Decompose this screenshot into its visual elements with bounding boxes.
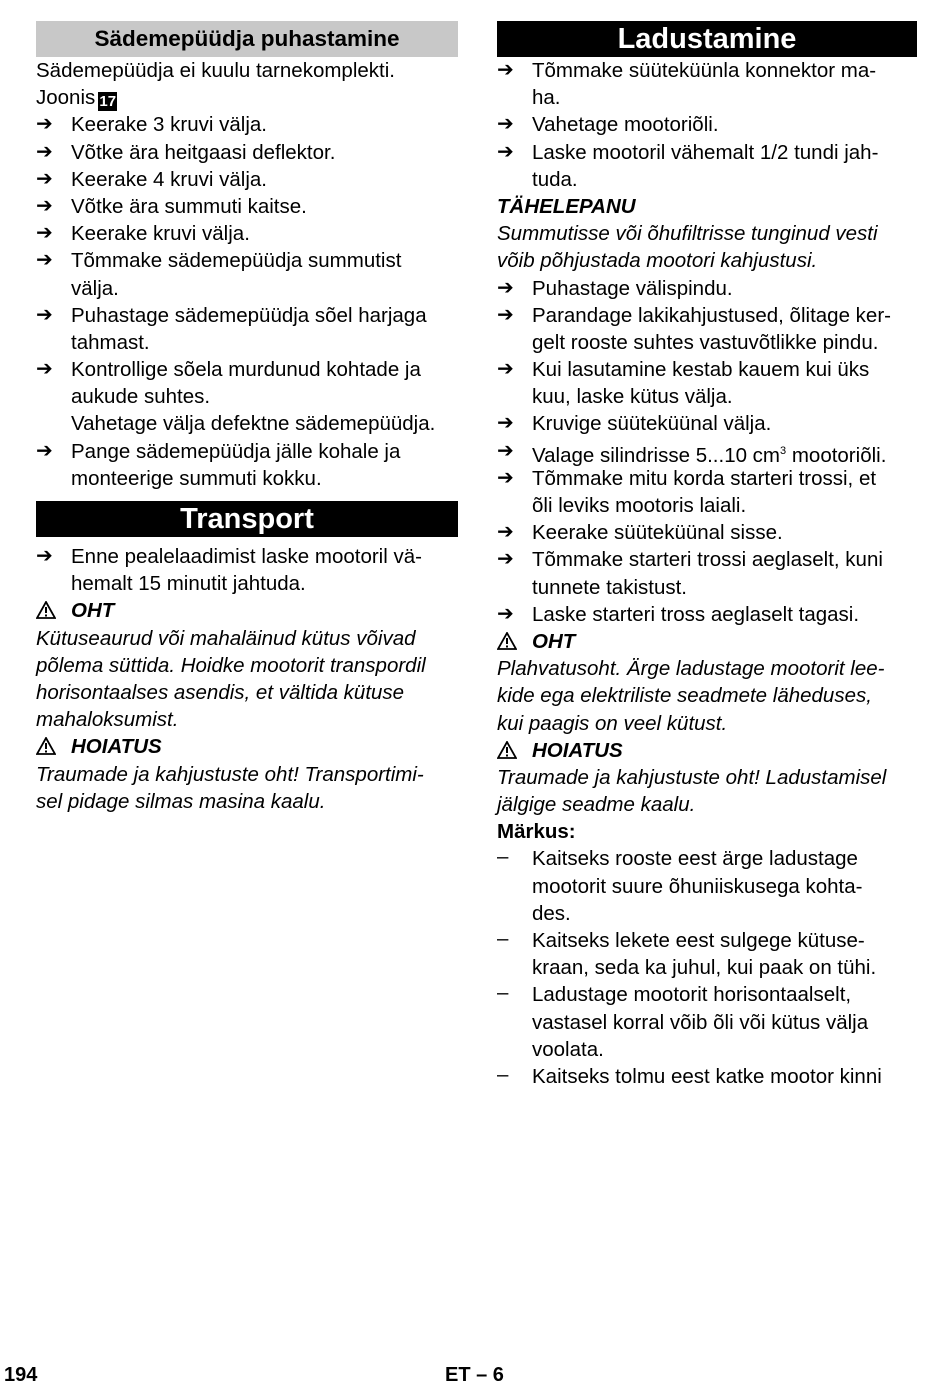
dash-bullet: – xyxy=(497,927,509,950)
note-heading: Märkus: xyxy=(497,820,576,844)
arrow-right-icon: ➔ xyxy=(497,276,514,299)
item-text-line: Tõmmake sädemepüüdja summutist xyxy=(71,249,402,273)
step-item xyxy=(36,302,458,356)
arrow-right-icon: ➔ xyxy=(36,194,53,217)
arrow-right-icon: ➔ xyxy=(497,412,514,435)
arrow-right-icon: ➔ xyxy=(36,439,53,462)
item-text-line: Tõmmake süüteküünla konnektor ma- xyxy=(532,59,877,82)
step-item xyxy=(36,438,458,492)
text-line: kide ega elektriliste seadmete läheduses, xyxy=(497,684,872,708)
item-text-line: Võtke ära heitgaasi deflektor. xyxy=(71,140,336,164)
step-item xyxy=(497,410,917,437)
text-line: horisontaalses asendis, et vältida kütuse xyxy=(36,680,405,704)
item-text-line: Keerake 4 kruvi välja. xyxy=(71,167,267,191)
item-text-line: Enne pealelaadimist laske mootoril vä- xyxy=(71,545,422,568)
item-text-line: Kruvige süüteküünal välja. xyxy=(532,412,772,436)
danger-text xyxy=(36,625,458,734)
arrow-right-icon: ➔ xyxy=(497,358,514,381)
notes-list xyxy=(497,845,917,1090)
arrow-right-icon: ➔ xyxy=(497,521,514,544)
note-item xyxy=(497,1063,917,1090)
item-text-line: Kaitseks lekete eest sulgege kütuse- xyxy=(532,929,865,952)
arrow-right-icon: ➔ xyxy=(36,249,53,272)
caution-text xyxy=(497,220,917,274)
arrow-right-icon: ➔ xyxy=(36,167,53,190)
item-text-line: Puhastage välispindu. xyxy=(532,276,733,300)
item-text-line: vastasel korral võib õli või kütus välja xyxy=(532,1010,869,1034)
text-line: võib põhjustada mootori kahjustusi. xyxy=(497,249,818,273)
step-item xyxy=(497,601,917,628)
text-line: Traumade ja kahjustuste oht! Ladustamisel xyxy=(497,765,887,789)
text-line: Traumade ja kahjustuste oht! Transportimi- xyxy=(36,762,424,786)
danger-heading: OHT xyxy=(497,628,917,655)
item-text-line: des. xyxy=(532,901,571,925)
text-line: Kütuseaurud või mahaläinud kütus võivad xyxy=(36,626,416,650)
step-item xyxy=(36,139,458,166)
right-column xyxy=(497,21,917,1090)
item-text-line: Laske starteri tross aeglaselt tagasi. xyxy=(532,602,860,626)
item-text-line: Keerake süüteküünal sisse. xyxy=(532,521,783,545)
step-item xyxy=(497,111,917,138)
step-item xyxy=(497,465,917,519)
text-line: jälgige seadme kaalu. xyxy=(497,793,696,817)
warning-triangle-icon xyxy=(497,737,532,764)
warning-text xyxy=(497,764,917,818)
step-item xyxy=(497,302,917,356)
step-item xyxy=(36,193,458,220)
warning-heading: HOIATUS xyxy=(497,737,917,764)
arrow-right-icon: ➔ xyxy=(497,602,514,625)
item-text-line: kraan, seda ka juhul, kui paak on tühi. xyxy=(532,956,877,980)
section-title-spark-arrestor: Sädemepüüdja puhastamine xyxy=(36,21,458,57)
item-text-line: hemalt 15 minutit jahtuda. xyxy=(71,572,306,596)
arrow-right-icon: ➔ xyxy=(497,303,514,326)
item-text-line: ha. xyxy=(532,86,561,110)
item-text-line: Pange sädemepüüdja jälle kohale ja xyxy=(71,439,401,463)
figure-reference: Joonis 17 xyxy=(36,86,117,111)
text-line: Summutisse või õhufiltrisse tunginud vesti xyxy=(497,222,878,246)
danger-heading: OHT xyxy=(36,597,458,624)
item-text-line: tahmast. xyxy=(71,330,150,354)
step-item: ➔ Valage silindrisse 5...10 $cm^3$ mootoriõli. xyxy=(497,439,887,467)
text-line: põlema süttida. Hoidke mootorit transpordil xyxy=(36,653,426,677)
warning-heading: HOIATUS xyxy=(36,733,458,760)
step-item xyxy=(36,111,458,138)
item-text-line: Kontrollige sõela murdunud kohtade ja xyxy=(71,358,421,382)
section-reference: ET – 6 xyxy=(445,1364,504,1386)
item-text-line: Kui lasutamine kestab kauem kui üks xyxy=(532,358,870,382)
arrow-right-icon: ➔ xyxy=(36,222,53,245)
spark-arrestor-steps xyxy=(36,111,458,492)
arrow-right-icon: ➔ xyxy=(497,59,514,81)
transport-step xyxy=(36,543,458,597)
dash-bullet: – xyxy=(497,981,509,1005)
storage-steps-a xyxy=(497,57,917,193)
warning-triangle-icon xyxy=(36,733,71,760)
storage-steps-c xyxy=(497,465,917,628)
item-text-line: kuu, laske kütus välja. xyxy=(532,385,733,409)
arrow-right-icon: ➔ xyxy=(36,140,53,163)
section-title-storage: Ladustamine xyxy=(497,21,917,57)
step-item xyxy=(497,519,917,546)
dash-bullet: – xyxy=(497,845,509,869)
arrow-right-icon: ➔ xyxy=(36,303,53,326)
note-item xyxy=(497,981,917,1063)
item-text-line: õli leviks mootoris laiali. xyxy=(532,494,747,517)
item-text-line: Vahetage mootoriõli. xyxy=(532,113,719,137)
item-text-line: Võtke ära summuti kaitse. xyxy=(71,194,307,218)
arrow-right-icon: ➔ xyxy=(497,466,514,489)
warning-triangle-icon xyxy=(36,597,71,624)
arrow-right-icon: ➔ xyxy=(36,545,53,567)
step-item xyxy=(497,139,917,193)
arrow-right-icon: ➔ xyxy=(36,358,53,381)
note-item xyxy=(497,927,917,981)
storage-steps-b xyxy=(497,275,917,438)
item-text-line: Laske mootoril vähemalt 1/2 tundi jah- xyxy=(532,140,879,164)
arrow-right-icon: ➔ xyxy=(497,439,514,462)
text-line: mahaloksumist. xyxy=(36,708,179,732)
arrow-right-icon: ➔ xyxy=(497,548,514,571)
step-item xyxy=(497,275,917,302)
step-item xyxy=(36,220,458,247)
arrow-right-icon: ➔ xyxy=(497,140,514,163)
item-text-line: tunnete takistust. xyxy=(532,575,687,599)
page-number: 194 xyxy=(4,1364,38,1386)
item-text-line: voolata. xyxy=(532,1037,604,1061)
item-text-line: tuda. xyxy=(532,167,578,191)
item-text-line: mootorit suure õhuniiskusega kohta- xyxy=(532,874,863,898)
dash-bullet: – xyxy=(497,1062,509,1086)
item-text-line: Tõmmake starteri trossi aeglaselt, kuni xyxy=(532,548,883,572)
section-title-transport: Transport xyxy=(36,501,458,537)
arrow-right-icon: ➔ xyxy=(36,113,53,136)
warning-triangle-icon xyxy=(497,628,532,655)
intro-line: Sädemepüüdja ei kuulu tarnekomplekti. xyxy=(36,59,395,82)
step-item xyxy=(497,57,917,111)
text-line: Plahvatusoht. Ärge ladustage mootorit lee- xyxy=(497,657,885,681)
step-item xyxy=(497,356,917,410)
text-line: sel pidage silmas masina kaalu. xyxy=(36,789,326,813)
item-text-line: välja. xyxy=(71,276,119,300)
step-item xyxy=(36,166,458,193)
item-text-line: Tõmmake mitu korda starteri trossi, et xyxy=(532,466,877,490)
figure-number-badge: 17 xyxy=(99,93,117,111)
item-text-line: monteerige summuti kokku. xyxy=(71,466,322,490)
arrow-right-icon: ➔ xyxy=(497,113,514,136)
caution-heading: TÄHELEPANU xyxy=(497,194,636,218)
item-text-line: Ladustage mootorit horisontaalselt, xyxy=(532,983,852,1007)
left-column xyxy=(36,21,458,815)
danger-text xyxy=(497,655,917,737)
item-text-line: Keerake 3 kruvi välja. xyxy=(71,113,267,137)
step-item xyxy=(36,247,458,301)
item-text-line: Keerake kruvi välja. xyxy=(71,222,250,246)
item-text-line: Kaitseks rooste eest ärge ladustage xyxy=(532,847,858,871)
step-item xyxy=(36,543,458,597)
item-text-line: aukude suhtes. xyxy=(71,385,211,409)
item-text-line: Puhastage sädemepüüdja sõel harjaga xyxy=(71,303,427,327)
item-text-line: Vahetage välja defektne sädemepüüdja. xyxy=(71,412,436,436)
note-item xyxy=(497,845,917,927)
step-item xyxy=(497,546,917,600)
item-text-line: Parandage lakikahjustused, õlitage ker- xyxy=(532,303,891,327)
item-text-line: Kaitseks tolmu eest katke mootor kinni xyxy=(532,1064,882,1088)
warning-text xyxy=(36,761,458,815)
item-text-line: gelt rooste suhtes vastuvõtlikke pindu. xyxy=(532,330,879,354)
text-line: kui paagis on veel kütust. xyxy=(497,711,728,735)
step-item xyxy=(36,356,458,438)
